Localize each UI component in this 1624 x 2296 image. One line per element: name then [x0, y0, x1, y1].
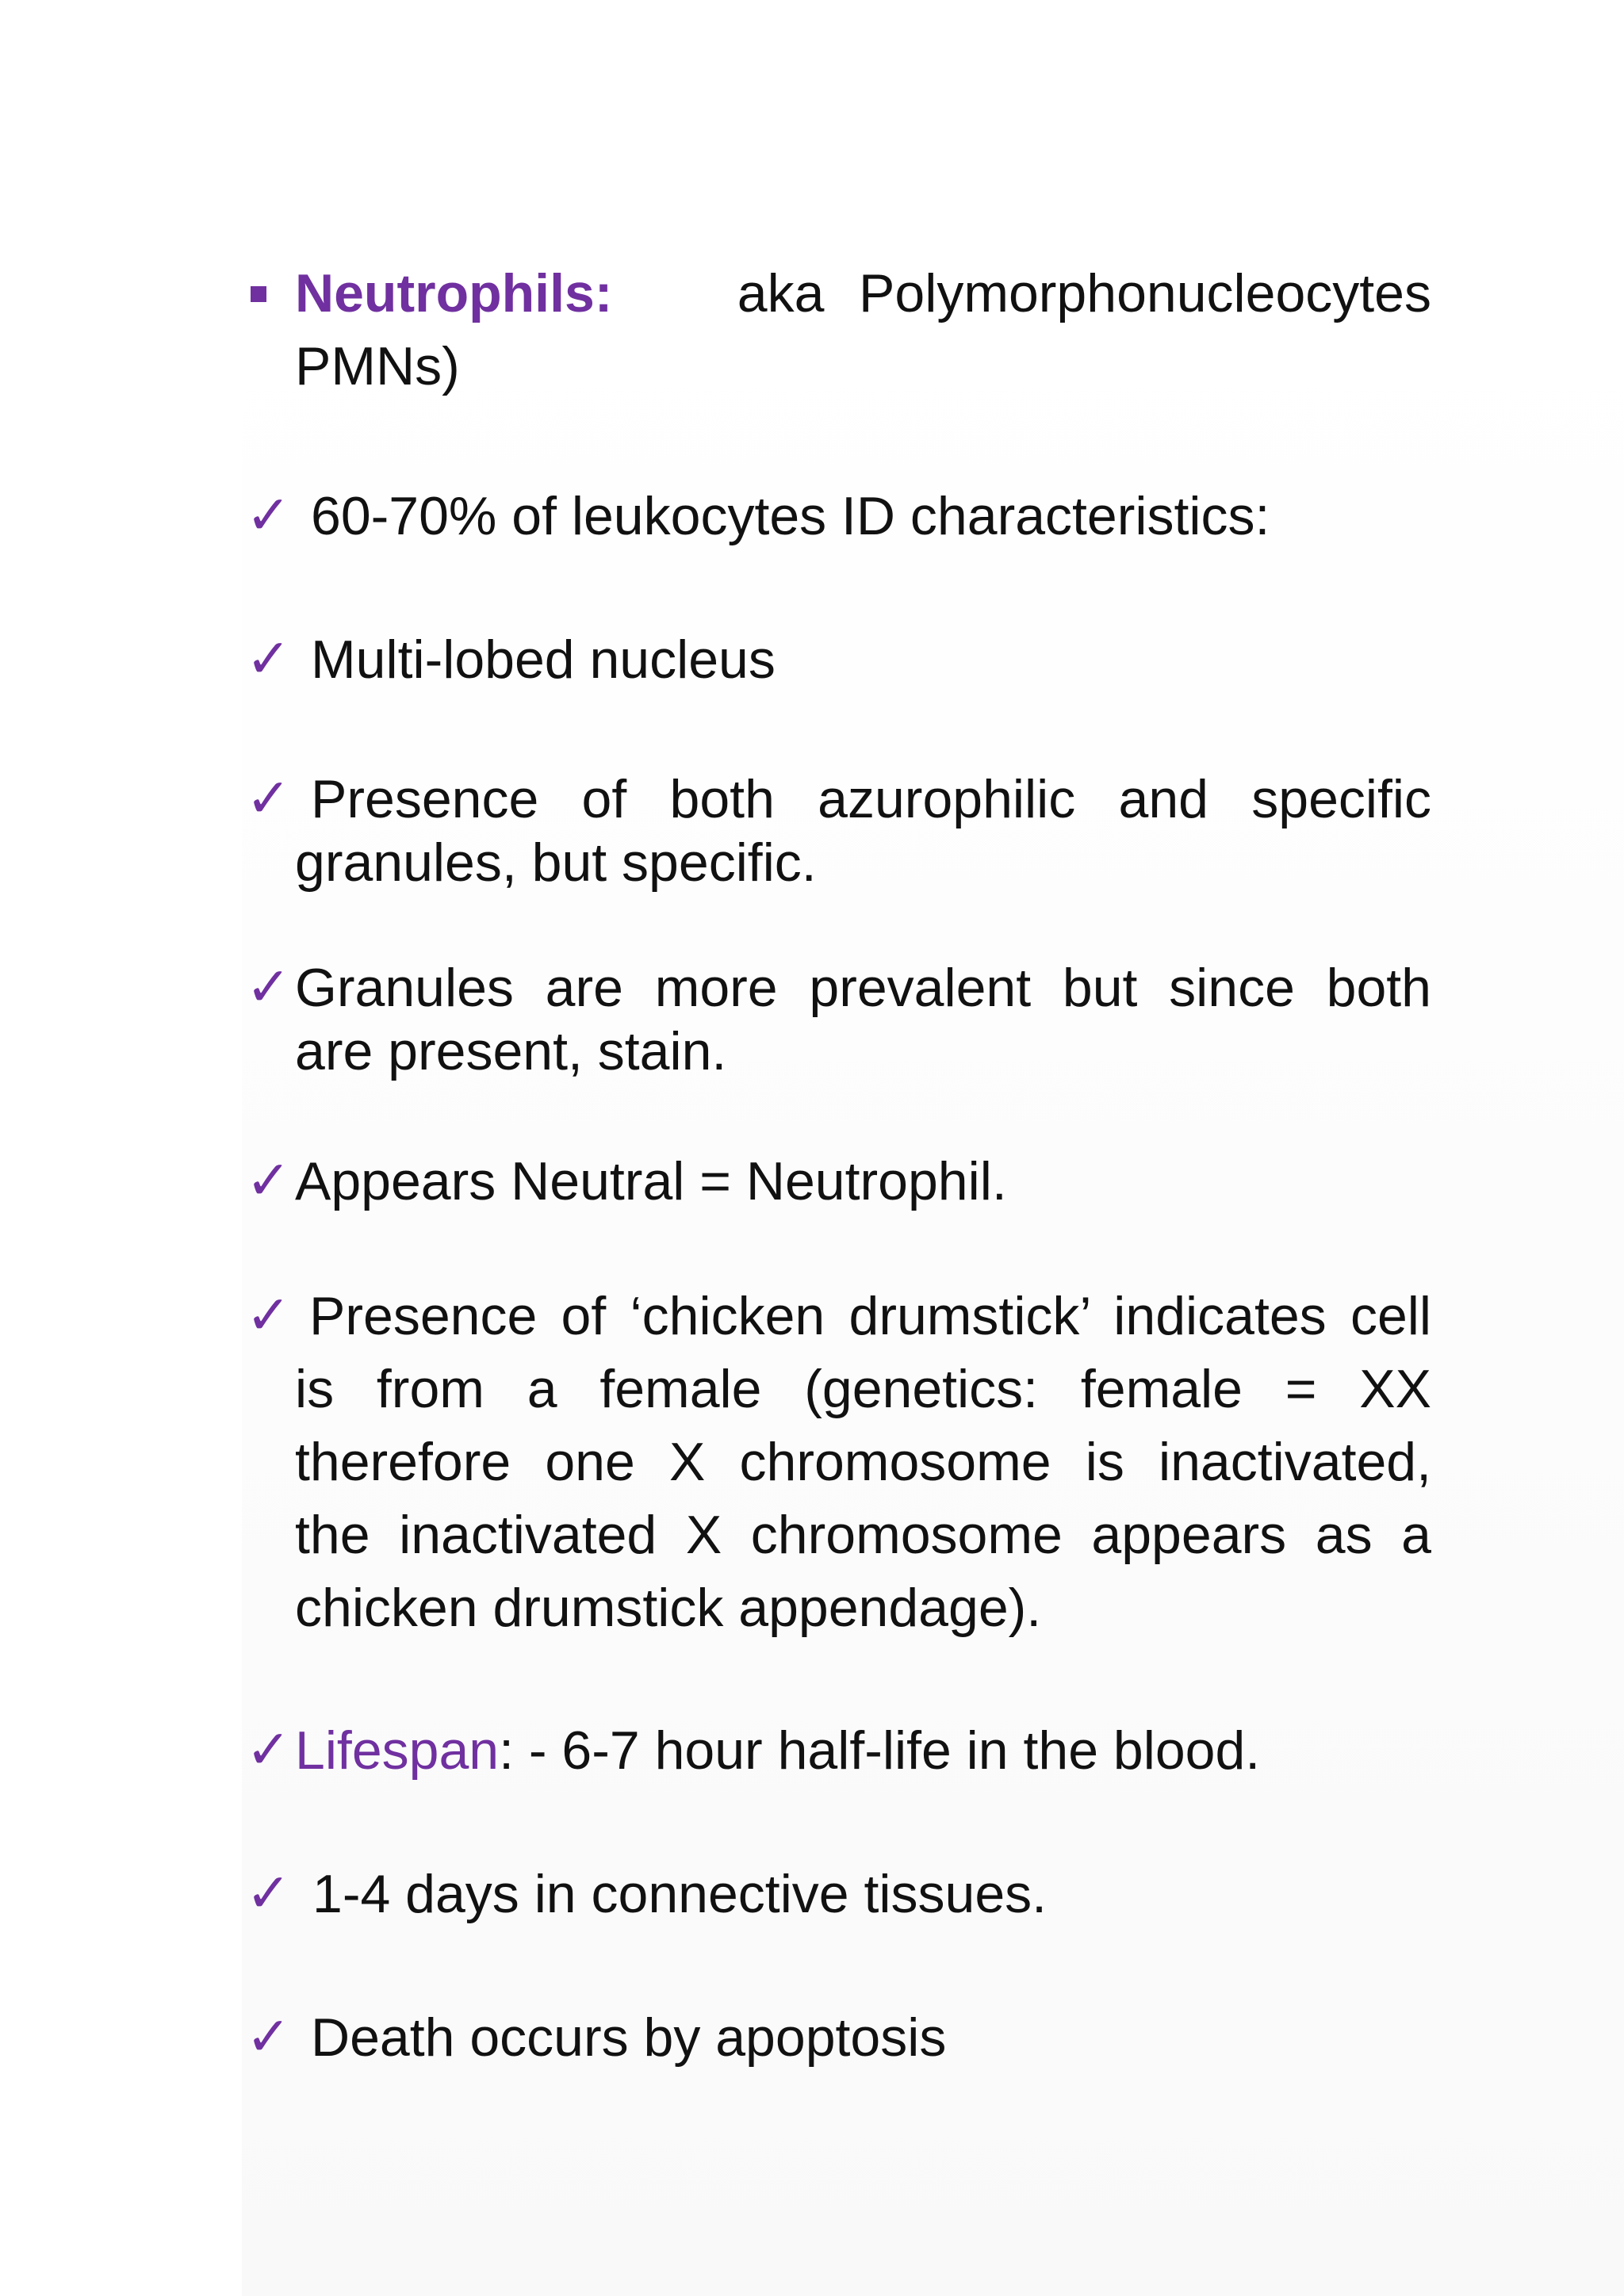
list-item	[246, 1714, 1431, 1787]
list-item	[246, 1280, 1431, 1644]
bullet-text: Multi-lobed nucleus	[311, 629, 776, 690]
list-item	[246, 956, 1431, 1083]
bullet-text: 1-4 days in connective tissues.	[312, 1864, 1048, 1924]
bullet-text: Death occurs by apoptosis	[311, 2007, 947, 2068]
heading-line-1	[295, 257, 1431, 330]
bullet-text-line: Presence of ‘chicken drumstick’ indicates cell	[309, 1286, 1431, 1346]
checkmark-icon: ✓	[246, 1150, 291, 1212]
list-item	[246, 623, 1431, 696]
bullet-text-line: granules, but specific.	[295, 832, 817, 893]
square-bullet-icon	[251, 286, 266, 302]
bullet-text-line: chicken drumstick appendage).	[295, 1578, 1042, 1638]
bullet-text-line: is from a female (genetics: female = XX	[295, 1359, 1431, 1419]
checkmark-icon: ✓	[246, 1284, 291, 1347]
neutrophils-heading	[246, 257, 1431, 403]
list-item	[246, 480, 1431, 553]
bullet-text: : - 6-7 hour half-life in the blood.	[499, 1720, 1261, 1781]
list-item	[246, 1858, 1431, 1931]
list-item	[246, 767, 1431, 894]
bullet-text-line: Presence of both azurophilic and specific	[311, 769, 1431, 829]
list-item	[246, 2001, 1431, 2074]
checkmark-icon: ✓	[246, 628, 291, 691]
lifespan-label: Lifespan	[295, 1720, 500, 1781]
checkmark-icon: ✓	[246, 767, 291, 830]
bullet-text-line: are present, stain.	[295, 1021, 727, 1081]
checkmark-icon: ✓	[246, 956, 291, 1019]
heading-continuation: PMNs)	[295, 336, 460, 396]
heading-term: Neutrophils:	[295, 263, 613, 323]
list-item	[246, 1145, 1431, 1218]
bullet-text: 60-70% of leukocytes ID characteristics:	[311, 486, 1270, 546]
bullet-text-line: Granules are more prevalent but since both	[295, 958, 1431, 1018]
heading-aka: aka	[737, 263, 825, 323]
checkmark-icon: ✓	[246, 2006, 291, 2068]
heading-aka-value: Polymorphonucleocytes	[859, 263, 1431, 323]
bullet-text: Appears Neutral = Neutrophil.	[295, 1151, 1007, 1211]
checkmark-icon: ✓	[246, 1719, 291, 1781]
bullet-text-line: the inactivated X chromosome appears as a	[295, 1505, 1431, 1565]
checkmark-icon: ✓	[246, 484, 291, 547]
bullet-text-line: therefore one X chromosome is inactivated,	[295, 1432, 1431, 1492]
checkmark-icon: ✓	[246, 1862, 291, 1925]
